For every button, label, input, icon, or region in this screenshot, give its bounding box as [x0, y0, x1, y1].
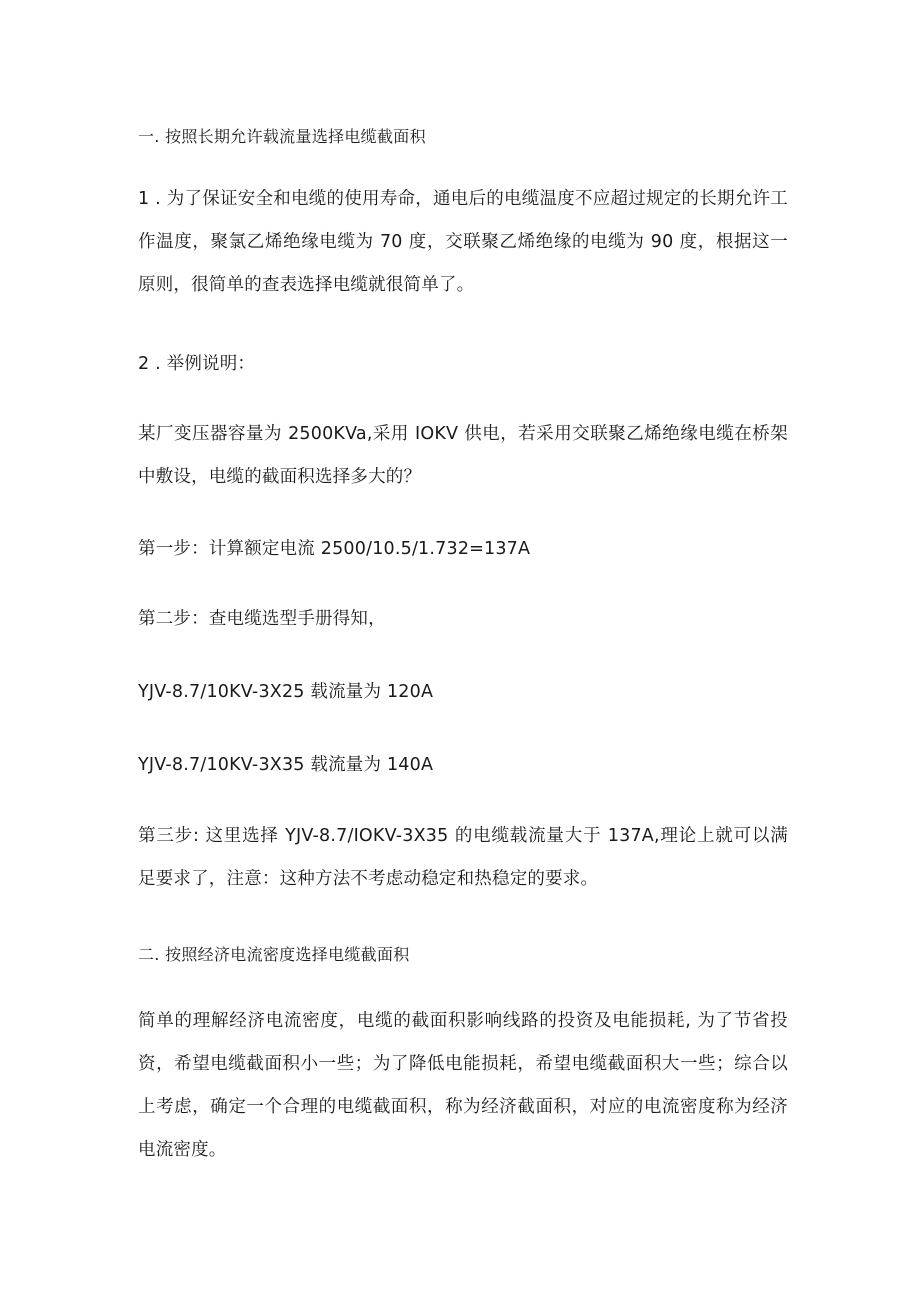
- step-1: 第一步：计算额定电流 2500/10.5/1.732=137A: [138, 539, 531, 559]
- cable-spec-2: YJV-8.7/10KV-3X35 载流量为 140A: [138, 755, 434, 775]
- paragraph-1: 1 . 为了保证安全和电缆的使用寿命，通电后的电缆温度不应超过规定的长期允许工作温度，聚氯乙烯绝缘电缆为 70 度，交联聚乙烯绝缘的电缆为 90 度，根据这一原则，很简单的查表选择电缆就很简单了。: [138, 189, 788, 295]
- step-3: 第三步: 这里选择 YJV-8.7/IOKV-3X35 的电缆载流量大于 137A,理论上就可以满足要求了，注意：这种方法不考虑动稳定和热稳定的要求。: [138, 826, 788, 889]
- section-1-heading: 一. 按照长期允许载流量选择电缆截面积: [138, 127, 426, 146]
- paragraph-2: 2 . 举例说明：: [138, 354, 256, 374]
- step-2: 第二步：查电缆选型手册得知，: [138, 609, 386, 629]
- section-2-heading: 二. 按照经济电流密度选择电缆截面积: [138, 945, 410, 964]
- cable-spec-1: YJV-8.7/10KV-3X25 载流量为 120A: [138, 682, 434, 702]
- paragraph-3: 某厂变压器容量为 2500KVa,采用 IOKV 供电，若采用交联聚乙烯绝缘电缆在桥架中敷设，电缆的截面积选择多大的？: [138, 424, 788, 487]
- paragraph-4: 简单的理解经济电流密度，电缆的截面积影响线路的投资及电能损耗, 为了节省投资，希望电缆截面积小一些；为了降低电能损耗，希望电缆截面积大一些；综合以上考虑，确定一个合理的电缆截面积，称为经济截面积，对应的电流密度称为经济电流密度。: [138, 1011, 788, 1160]
